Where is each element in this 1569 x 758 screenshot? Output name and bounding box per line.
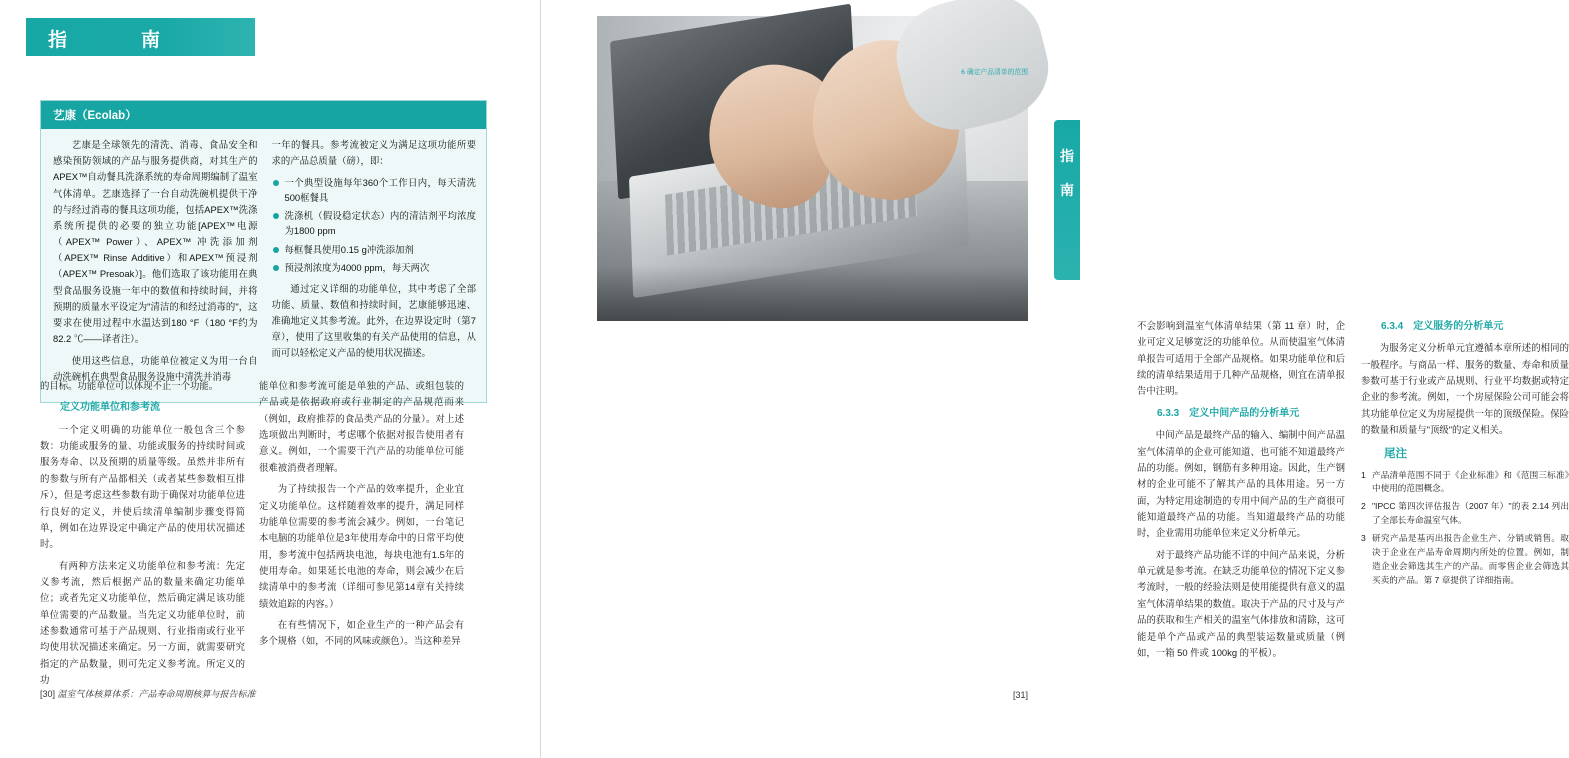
right-page-number: [31] [1012,690,1028,700]
case-study-body [41,129,486,402]
case-bullet-intro: 一年的餐具。参考流被定义为满足这项功能所要求的产品总质量（磅），即： [271,139,476,167]
chapter-thumb-tab [1054,120,1080,280]
left-page-columns [40,378,485,694]
body-paragraph: 的目标。功能单位可以体现不止一个功能。 [40,380,219,391]
endnote-number: 1 [1361,469,1366,480]
left-body-column-1 [40,378,245,694]
running-head: 6 确定产品清单的范围 [961,69,1028,76]
case-study-column-2 [272,137,477,392]
body-paragraph: 不会影响到温室气体清单结果（第 11 章）时，企业可定义足够宽泛的功能单位。从而使温室气体清单报告可适用于全部产品规格。如果功能单位和后续的清单结果适用于几种产品规格，则宜在清单报告中注明。 [1137,320,1345,397]
photo-shadow [597,266,1028,321]
endnote-number: 2 [1361,501,1366,512]
case-bullet-item: 一个典型设施每年360个工作日内，每天清洗500框餐具 [272,175,477,205]
subsection-heading: 定义功能单位和参考流 [60,402,160,414]
subsection-heading-633: 6.3.3 定义中间产品的分析单元 [1157,407,1300,419]
case-bullet-item: 每框餐具使用0.15 g冲洗添加剂 [272,242,477,257]
left-page-footer [40,687,256,700]
body-paragraph: 为了持续报告一个产品的效率提升，企业宜定义功能单位。这样随着效率的提升，满足同样功能单位需要的参考流会减少。例如，一台笔记本电脑的功能单位是3年使用寿命中的日常平均使用，参考流中包括两块电池，每块电池有1.5年的使用寿命。如果延长电池的寿命，则会减少在后续清单中的参考流（详细可参见第14章有关持续绩效追踪的内容。） [259,483,464,609]
left-body-column-2 [259,378,464,694]
right-page-columns [1137,318,1569,666]
case-paragraph: 艺康是全球领先的清洗、消毒、食品安全和感染预防领域的产品与服务提供商，对其生产的APEX™自动餐具洗涤系统的寿命周期编制了温室气体清单。艺康选择了一台自动洗碗机提供干净的与经过消毒的餐具这项功能，包括APEX™洗涤系统所提供的必要的独立功能[APEX™电源（APEX™ Power）、APEX™ 冲洗添加剂（APEX™ Rinse Additive）和APEX™预浸剂（APEX™ Presoak）]。他们选取了该功能用在典型食品服务设施一年中的数值和持续时间，并将预期的质量水平设定为"清洁的和经过消毒的"，这要求在使用过程中水温达到180 °F（180 °F约为82.2 ℃——译者注）。 [53,139,258,345]
right-body-column-2 [1361,318,1569,666]
body-paragraph: 为服务定义分析单元宜遵循本章所述的相同的一般程序。与商品一样、服务的数量、寿命和质量参数可基于行业或产品规则、行业平均数据或特定企业的参考流。例如，一个房屋保险公司可能会将其功能单位定义为房屋提供一年的顶级保险。保险的数量和质量与"顶级"的定义相关。 [1361,342,1569,436]
endnote-item [1361,500,1569,528]
chapter-thumb-tab-text [1054,140,1080,207]
body-paragraph: 中间产品是最终产品的输入、编制中间产品温室气体清单的企业可能知道、也可能不知道最终产品的功能。例如，钢筋有多种用途。因此，生产钢材的企业可能不了解其产品的具体用途。另一方面，为特定用途制造的专用中间产品的生产商很可能知道最终产品的功能。当知道最终产品的功能时，企业需用功能单位来定义分析单元。 [1137,429,1345,539]
body-paragraph: 对于最终产品功能不详的中间产品来说，分析单元就是参考流。在缺乏功能单位的情况下定义参考流时，一般的经验法则是使用能提供有意义的温室气体清单结果的数值。取决于产品的尺寸及与产品的获取和生产相关的温室气体排放和清除，这可能是单个产品或产品的典型装运数量或质量（例如，一箱 50 件或 100kg 的平板）。 [1137,548,1345,658]
thumb-tab-line-1: 指 [1060,148,1074,164]
case-paragraph: 使用这些信息，功能单位被定义为用一台自动洗碗机在典型食品服务设施中清洗并消毒 [53,355,258,383]
case-paragraph: 通过定义详细的功能单位，其中考虑了全部功能、质量、数值和持续时间，艺康能够迅速、准确地定义其参考流。此外，在边界设定时（第7章），使用了这里收集的有关产品使用的信息，从而可以轻松定义产品的使用状况描述。 [271,282,476,359]
body-paragraph: 能单位和参考流可能是单独的产品、或组包装的产品或是依据政府或行业制定的产品规范而来（例如，政府推荐的食品类产品的分量）。对上述选项做出判断时，考虑哪个依据对报告使用者有意义。例如，一个需要干汽产品的功能单位可能很难被消费者理解。 [259,380,464,473]
endnote-text: 研究产品是基丙出报告企业生产、分销或销售。取决于企业在产品寿命周期内所处的位置。例如，制造企业会筛选其生产的产品。而零售企业会筛选其买卖的产品。第 7 章提供了详细指南。 [1372,533,1569,585]
body-paragraph: 一个定义明确的功能单位一般包含三个参数：功能或服务的量、功能或服务的持续时间或服务寿命、以及预期的质量等级。虽然并非所有的参数与所有产品都相关（或者某些参数相互排斥），但是考虑这些参数有助于确保对功能单位进行良好的定义，并使后续清单编制步骤变得简单，例如在边界设定中确定产品的使用状况描述时。 [40,423,245,550]
endnote-number: 3 [1361,533,1366,544]
case-bullet-list [272,175,477,274]
right-page-footer [1013,690,1028,700]
endnote-text: 产品清单范围不同于《企业标准》和《范围三标准》中使用的范围概念。 [1372,469,1569,494]
left-page-number: [30] [40,689,56,699]
guide-banner-title: 指 南 [48,30,173,51]
thumb-tab-line-2: 南 [1060,181,1074,198]
body-paragraph: 在有些情况下，如企业生产的一种产品会有多个规格（如，不同的风味或颜色）。当这种差异 [259,619,464,647]
subsection-heading-634: 6.3.4 定义服务的分析单元 [1381,321,1504,332]
case-study-title: 艺康（Ecolab） [41,101,486,129]
case-bullet-item: 预浸剂浓度为4000 ppm，每天两次 [272,260,477,275]
left-footer-title: 温室气体核算体系：产品寿命周期核算与报告标准 [57,689,256,699]
right-page [541,0,1569,758]
body-paragraph: 有两种方法来定义功能单位和参考流：先定义参考流，然后根据产品的数量来确定功能单位；或者先定义功能单位，然后确定满足该功能单位需要的产品数量。当先定义功能单位时，前述参数通常可基于产品规则、行业指南或行业平均使用状况描述来确定。另一方面，就需要研究指定的产品数量，则可先定义参考流。所定义的功 [40,559,245,686]
right-body-column-1 [1137,318,1345,666]
endnote-item [1361,532,1569,588]
endnote-text: "IPCC 第四次评估报告（2007 年）"的表 2.14 列出了全部长寿命温室气体。 [1372,501,1569,526]
case-study-column-1 [53,137,258,392]
case-study-box [40,100,487,403]
guide-banner [26,18,255,56]
left-page [0,0,541,758]
hands-typing-on-laptop-photo [597,16,1028,321]
endnotes-heading: 尾注 [1384,447,1407,460]
endnote-item [1361,469,1569,497]
case-bullet-item: 洗涤机（假设稳定状态）内的清洁剂平均浓度为1800 ppm [272,208,477,238]
endnotes-list [1361,469,1569,588]
